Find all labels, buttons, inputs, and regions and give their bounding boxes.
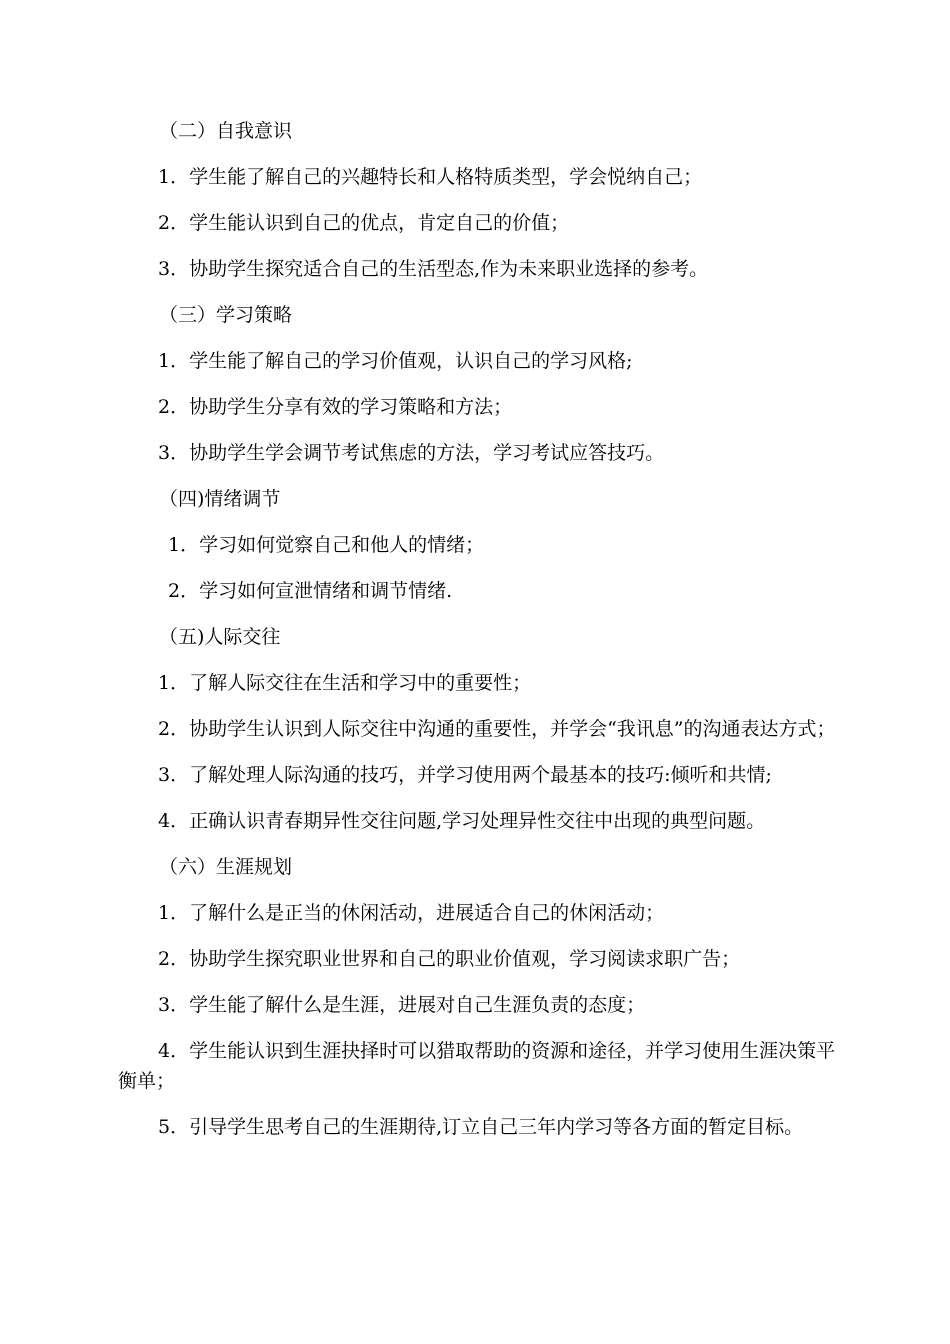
list-item: 2．学习如何宣泄情绪和调节情绪.	[168, 580, 453, 602]
list-item: 2．协助学生认识到人际交往中沟通的重要性，并学会“我讯息”的沟通表达方式；	[158, 718, 836, 740]
list-item: 4．学生能认识到生涯抉择时可以猎取帮助的资源和途径，并学习使用生涯决策平衡单；	[118, 1040, 836, 1092]
list-item: 5．引导学生思考自己的生涯期待,订立自己三年内学习等各方面的暂定目标。	[158, 1116, 804, 1138]
list-item: 4．正确认识青春期异性交往问题,学习处理异性交往中出现的典型问题。	[158, 810, 766, 832]
document-body	[118, 116, 848, 1142]
section-heading-learning-strategy: （三）学习策略	[159, 304, 293, 326]
list-item: 1．了解什么是正当的休闲活动，进展适合自己的休闲活动；	[158, 902, 665, 924]
section-heading-self-awareness: （二）自我意识	[159, 120, 293, 142]
list-item: 1．学生能了解自己的学习价值观，认识自己的学习风格;	[158, 350, 633, 372]
list-item: 1．学习如何觉察自己和他人的情绪；	[168, 534, 485, 556]
list-item: 1．了解人际交往在生活和学习中的重要性；	[158, 672, 532, 694]
list-item: 3．协助学生学会调节考试焦虑的方法，学习考试应答技巧。	[158, 442, 665, 464]
list-item: 3．学生能了解什么是生涯，进展对自己生涯负责的态度；	[158, 994, 646, 1016]
list-item: 3．了解处理人际沟通的技巧，并学习使用两个最基本的技巧:倾听和共情;	[158, 764, 772, 786]
list-item: 2．协助学生探究职业世界和自己的职业价值观，学习阅读求职广告；	[158, 948, 741, 970]
section-heading-emotion-regulation: （四)情绪调节	[159, 488, 281, 510]
list-item: 2．学生能认识到自己的优点，肯定自己的价值；	[158, 212, 570, 234]
section-heading-career-planning: （六）生涯规划	[159, 856, 293, 878]
section-heading-interpersonal: （五)人际交往	[159, 626, 281, 648]
list-item: 1．学生能了解自己的兴趣特长和人格特质类型，学会悦纳自己；	[158, 166, 703, 188]
list-item: 2．协助学生分享有效的学习策略和方法；	[158, 396, 513, 418]
list-item: 3．协助学生探究适合自己的生活型态,作为未来职业选择的参考。	[158, 258, 709, 280]
